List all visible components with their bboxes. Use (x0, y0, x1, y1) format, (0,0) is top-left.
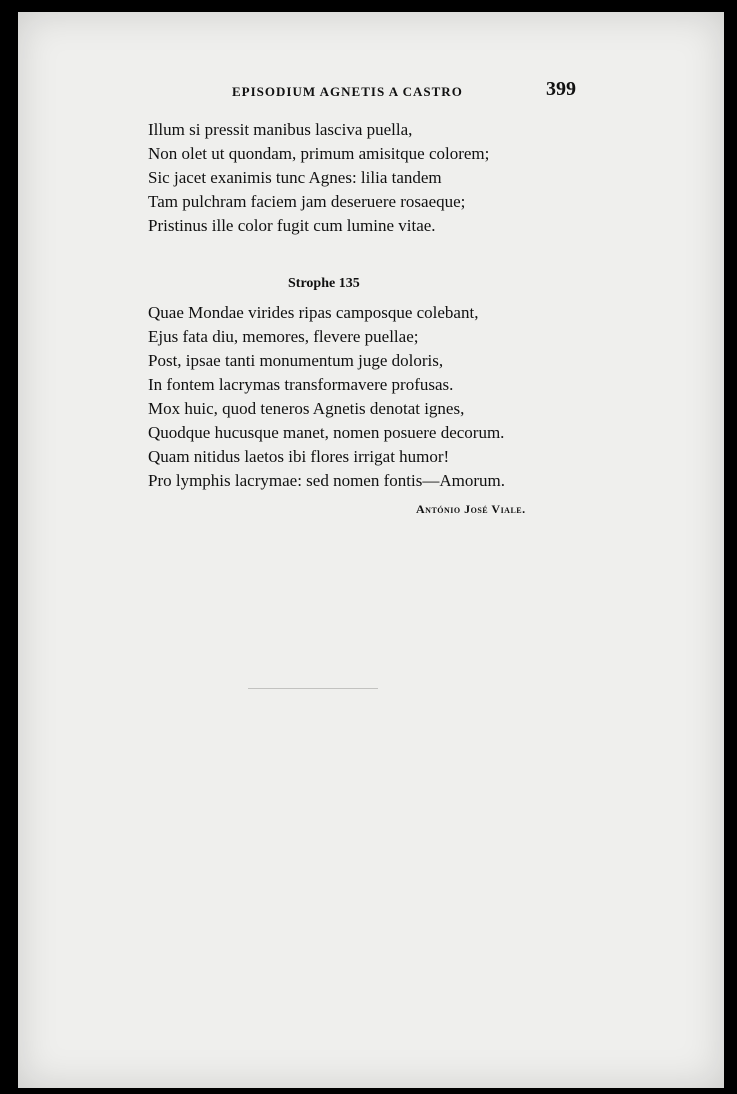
verse-line: Quam nitidus laetos ibi flores irrigat humor! (148, 447, 450, 466)
running-title: EPISODIUM AGNETIS A CASTRO (232, 84, 463, 99)
verse-line: Sic jacet exanimis tunc Agnes: lilia tandem (148, 168, 442, 187)
verse-line: Post, ipsae tanti monumentum juge doloris, (148, 351, 444, 370)
verse-line: Quae Mondae virides ripas camposque colebant, (148, 303, 479, 322)
strophe-heading: Strophe 135 (288, 276, 360, 291)
poem-stanza-1 (148, 118, 628, 238)
page-number: 399 (546, 78, 576, 100)
author-signature: António José Viale. (416, 502, 526, 516)
verse-line: Pro lymphis lacrymae: sed nomen fontis—Amorum. (148, 471, 505, 490)
page-header (18, 78, 724, 106)
verse-line: Quodque hucusque manet, nomen posuere decorum. (148, 423, 505, 442)
book-page (18, 12, 724, 1088)
verse-line: Mox huic, quod teneros Agnetis denotat ignes, (148, 399, 465, 418)
verse-line: Pristinus ille color fugit cum lumine vitae. (148, 216, 436, 235)
bleed-through-rule (248, 688, 378, 689)
verse-line: Illum si pressit manibus lasciva puella, (148, 120, 413, 139)
verse-line: Ejus fata diu, memores, flevere puellae; (148, 327, 419, 346)
verse-line: Non olet ut quondam, primum amisitque colorem; (148, 144, 490, 163)
verse-line: Tam pulchram faciem jam deseruere rosaeque; (148, 192, 466, 211)
poem-stanza-2 (148, 301, 628, 493)
verse-line: In fontem lacrymas transformavere profusas. (148, 375, 454, 394)
